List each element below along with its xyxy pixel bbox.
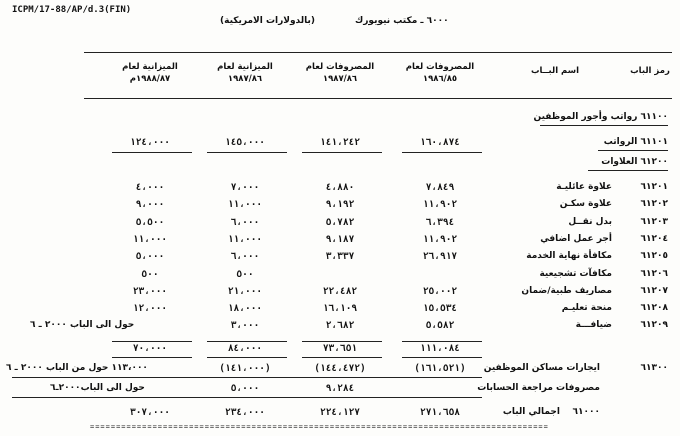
row-1300-v1: (١٦١،٥٢١) (414, 363, 466, 374)
total-v2: ٢٢٤،١٢٧ (319, 407, 361, 418)
subtotal-v4: ٧٠،٠٠٠ (132, 343, 168, 354)
row-value-v3: ٢١،٠٠٠ (227, 285, 263, 297)
row-value-v3: ١١،٠٠٠ (227, 199, 263, 211)
row-value-v1: ١١،٩٠٢ (422, 199, 458, 211)
row-value-v3: ٥٠٠ (236, 268, 254, 280)
row-audit-v4: حول الى الباب٢٠٠٠ـ٦ (50, 383, 145, 393)
row-code: ٦١٢٠٨ (640, 303, 668, 314)
row-value-v4: ٥،٠٠٠ (135, 251, 165, 263)
row-name: علاوة عائليـة (556, 182, 612, 192)
col-exp8687-line1: المصروفات لعام (305, 62, 375, 72)
row-1101-v1: ١٦٠،٨٧٤ (419, 137, 461, 148)
total-v1: ٢٧١،٦٥٨ (419, 407, 461, 418)
rule-1101-c1 (402, 152, 482, 153)
row-value-v4: ٤،٠٠٠ (135, 182, 165, 193)
row-value-v3: ٦،٠٠٠ (230, 251, 260, 263)
total-v3: ٢٣٤،٠٠٠ (224, 407, 266, 418)
total-v4: ٣٠٧،٠٠٠ (129, 407, 171, 418)
rule-audit (12, 397, 482, 398)
row-name: مصاريف طبية/ضمان (521, 285, 612, 296)
row-name: منحة تعليـم (561, 303, 612, 314)
row-value-v2: ٢،٦٨٢ (325, 320, 355, 332)
row-value-v2: ٩،١٨٧ (325, 233, 355, 245)
col-bud8788-line2: ١٩٨٨/٨٧م (129, 74, 171, 84)
row-1101-label: ٦١١٠١ الرواتب (603, 137, 668, 147)
document-ref: ICPM/17-88/AP/d.3(FIN) (12, 5, 132, 15)
row-value-v4: ٥٠٠ (141, 268, 159, 280)
row-1300-name: ايجارات مساكن الموظفين (483, 363, 600, 373)
row-1300-code: ٦١٣٠٠ (640, 363, 668, 373)
row-1101-underline (598, 150, 668, 151)
row-value-v4: ٢٣،٠٠٠ (132, 285, 168, 297)
row-code: ٦١٢٠٧ (640, 285, 668, 296)
row-value-v2: ٥،٧٨٢ (325, 216, 355, 228)
subtotal-v2: ٧٣،٦٥١ (322, 343, 358, 354)
row-audit-v2: ٩،٢٨٤ (325, 383, 355, 394)
row-value-v2: ١٦،١٠٩ (322, 303, 358, 315)
row-1101-v2: ١٤١،٢٤٢ (319, 137, 361, 148)
row-value-v2: ٢٢،٤٨٢ (322, 285, 358, 297)
row-value-v4: ١٢،٠٠٠ (132, 303, 168, 315)
row-value-v3: ٣،٠٠٠ (230, 320, 260, 332)
row-code: ٦١٢٠١ (640, 182, 668, 192)
rule-sub2-c3 (207, 357, 287, 358)
row-1300-v4: ١١٣،٠٠٠ حول من الباب ٢٠٠٠ ـ ٦ (6, 363, 148, 373)
row-1101-v3: ١٤٥،٠٠٠ (224, 137, 266, 148)
col-name-header: اسم البــاب (530, 66, 580, 76)
row-name: بدل نقــل (568, 216, 612, 227)
rule-sub-c3 (207, 341, 287, 342)
total-code: ٦١٠٠٠ (572, 407, 600, 417)
rule-sub-c1 (402, 341, 482, 342)
col-exp8687-line2: ١٩٨٧/٨٦ (322, 74, 358, 84)
col-bud8788-line1: الميزانية لعام (122, 62, 178, 72)
row-name: ضيافـــة (575, 320, 612, 331)
row-code: ٦١٢٠٥ (640, 251, 668, 262)
currency-note: (بالدولارات الامريكية) (220, 16, 316, 26)
rule-sub2-c1 (402, 357, 482, 358)
rule-1101-c3 (207, 152, 287, 153)
row-code: ٦١٢٠٣ (640, 216, 668, 227)
subtotal-v1: ١١١،٠٨٤ (419, 343, 461, 354)
row-value-v1: ٦،٣٩٤ (425, 216, 455, 228)
rule-1101-c4 (112, 152, 192, 153)
row-code: ٦١٢٠٦ (640, 268, 668, 279)
col-bud8687-line2: ١٩٨٧/٨٦ (227, 74, 263, 84)
total-name: اجمالي الباب (502, 407, 560, 417)
row-code: ٦١٢٠٤ (640, 233, 668, 244)
rule-1101-c2 (302, 152, 382, 153)
office-title: ٦٠٠٠ ـ مكتب نيويورك (355, 16, 449, 26)
row-value-v4: ٥،٥٠٠ (135, 216, 165, 228)
col-exp8586-line1: المصروفات لعام (405, 62, 475, 72)
section-1200-underline (588, 170, 668, 171)
row-1300-v2: (١٤٤،٤٧٢) (314, 363, 366, 374)
header-bottom-rule (84, 98, 672, 99)
row-value-v3: ١٨،٠٠٠ (227, 303, 263, 315)
row-audit-name: مصروفات مراجعة الحسابات (477, 383, 600, 393)
row-value-v2: ٣،٣٣٧ (325, 251, 355, 263)
rule-sub-c4 (112, 341, 192, 342)
row-value-v1: ٢٥،٠٠٢ (422, 285, 458, 297)
row-1300-v3: (١٤١،٠٠٠) (219, 363, 271, 374)
row-value-v4: ١١،٠٠٠ (132, 233, 168, 245)
rule-sub2-c2 (302, 357, 382, 358)
row-1101-v4: ١٢٤،٠٠٠ (129, 137, 171, 148)
col-exp8586-line2: ١٩٨٦/٨٥ (422, 74, 458, 84)
row-code: ٦١٢٠٢ (640, 199, 668, 210)
row-value-v1: ٢٦،٩١٧ (422, 251, 458, 263)
header-top-rule (84, 52, 672, 53)
row-code: ٦١٢٠٩ (640, 320, 668, 331)
row-value-v1: ١٥،٥٣٤ (422, 303, 458, 315)
row-value-v1: ٥،٥٨٢ (425, 320, 455, 332)
row-audit-v3: ٥،٠٠٠ (230, 383, 260, 394)
row-name: مكافآت تشجيعية (539, 268, 612, 279)
col-code-header: رمز الباب (630, 66, 670, 76)
bottom-double-rule: ======================================================================================== (90, 424, 549, 431)
col-bud8687-line1: الميزانية لعام (217, 62, 273, 72)
row-value-v2: ٤،٨٨٠ (325, 182, 355, 193)
row-value-v1: ١١،٩٠٢ (422, 233, 458, 245)
rule-sub2-c4 (112, 357, 192, 358)
row-name: مكافأة نهاية الخدمة (526, 251, 612, 262)
row-name: علاوة سكـن (559, 199, 612, 210)
section-1200-title: ٦١٢٠٠ العلاوات (601, 157, 668, 167)
subtotal-v3: ٨٤،٠٠٠ (227, 343, 263, 354)
row-value-v4: حول الى الباب ٢٠٠٠ ـ ٦ (30, 320, 135, 331)
row-value-v3: ٧،٠٠٠ (230, 182, 260, 193)
rule-sub-c2 (302, 341, 382, 342)
row-value-v3: ١١،٠٠٠ (227, 233, 263, 245)
row-value-v1: ٧،٨٤٩ (425, 182, 455, 193)
row-value-v3: ٦،٠٠٠ (230, 216, 260, 228)
row-value-v2: ٩،١٩٢ (325, 199, 355, 211)
section-1100-title: ٦١١٠٠ رواتب وأجور الموظفين (533, 112, 668, 122)
rule-1300 (12, 377, 482, 378)
section-1100-underline (540, 125, 668, 126)
row-value-v4: ٩،٠٠٠ (135, 199, 165, 211)
row-name: أجر عمل اضافي (540, 233, 612, 244)
